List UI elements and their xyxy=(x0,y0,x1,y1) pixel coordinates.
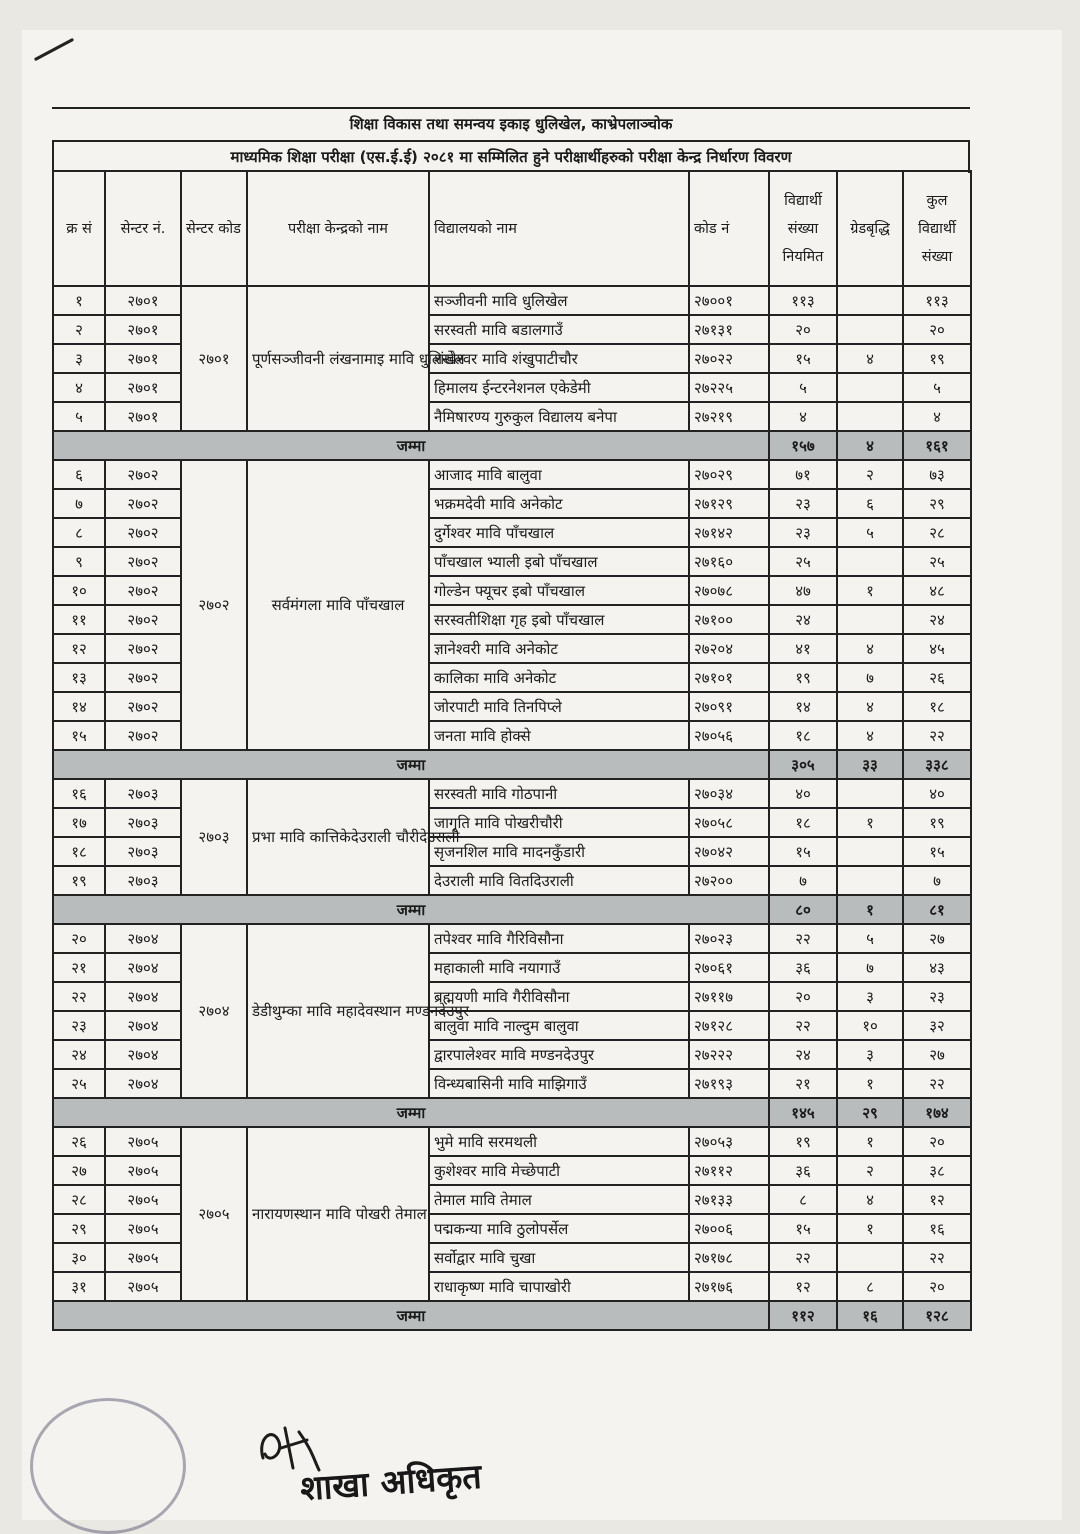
center-name-cell: डेडीथुम्का मावि महादेवस्थान मण्डनदेउपुर xyxy=(247,924,429,1098)
school-code-cell: २७०५८ xyxy=(689,808,769,837)
serial-number-cell: १९ xyxy=(53,866,105,895)
serial-number-cell: ११ xyxy=(53,605,105,634)
total-count-cell: २७ xyxy=(903,924,971,953)
center-number-cell: २७०३ xyxy=(105,866,181,895)
school-name-cell: कालिका मावि अनेकोट xyxy=(429,663,689,692)
center-number-cell: २७०५ xyxy=(105,1214,181,1243)
school-name-cell: सरस्वतीशिक्षा गृह इबो पाँचखाल xyxy=(429,605,689,634)
grade-promotion-cell xyxy=(837,779,903,808)
total-count-cell: ४८ xyxy=(903,576,971,605)
grade-promotion-cell: १ xyxy=(837,1214,903,1243)
center-number-cell: २७०५ xyxy=(105,1156,181,1185)
regular-count-cell: २४ xyxy=(769,1040,837,1069)
grade-promotion-cell: ४ xyxy=(837,721,903,750)
center-name-cell: नारायणस्थान मावि पोखरी तेमाल xyxy=(247,1127,429,1301)
grade-promotion-cell: १० xyxy=(837,1011,903,1040)
school-code-cell: २७१९३ xyxy=(689,1069,769,1098)
school-code-cell: २७०३४ xyxy=(689,779,769,808)
regular-count-cell: २२ xyxy=(769,1011,837,1040)
school-code-cell: २७२२५ xyxy=(689,373,769,402)
group-total-row xyxy=(53,895,971,924)
total-count-cell: ४० xyxy=(903,779,971,808)
school-name-cell: ज्ञानेश्वरी मावि अनेकोट xyxy=(429,634,689,663)
school-name-cell: सञ्जीवनी मावि धुलिखेल xyxy=(429,286,689,315)
school-code-cell: २७०७८ xyxy=(689,576,769,605)
serial-number-cell: ३१ xyxy=(53,1272,105,1301)
school-name-cell: नैमिषारण्य गुरुकुल विद्यालय बनेपा xyxy=(429,402,689,431)
total-count-cell: १५ xyxy=(903,837,971,866)
center-number-cell: २७०२ xyxy=(105,663,181,692)
school-code-cell: २७०९१ xyxy=(689,692,769,721)
school-code-cell: २७२०४ xyxy=(689,634,769,663)
serial-number-cell: १४ xyxy=(53,692,105,721)
col-header-center-code: सेन्टर कोड xyxy=(181,171,247,286)
center-number-cell: २७०२ xyxy=(105,576,181,605)
table-body xyxy=(53,286,971,1330)
total-regular-cell: १५७ xyxy=(769,431,837,460)
school-code-cell: २७१७८ xyxy=(689,1243,769,1272)
school-code-cell: २७११२ xyxy=(689,1156,769,1185)
center-number-cell: २७०४ xyxy=(105,1011,181,1040)
total-grade-promotion-cell: ४ xyxy=(837,431,903,460)
center-number-cell: २७०२ xyxy=(105,692,181,721)
center-number-cell: २७०४ xyxy=(105,1040,181,1069)
grade-promotion-cell: ८ xyxy=(837,1272,903,1301)
grade-promotion-cell: ३ xyxy=(837,982,903,1011)
center-number-cell: २७०३ xyxy=(105,837,181,866)
center-number-cell: २७०४ xyxy=(105,982,181,1011)
total-label: जम्मा xyxy=(53,1301,769,1330)
serial-number-cell: २८ xyxy=(53,1185,105,1214)
total-count-cell: १९ xyxy=(903,808,971,837)
school-code-cell: २७००६ xyxy=(689,1214,769,1243)
school-code-cell: २७२२२ xyxy=(689,1040,769,1069)
center-number-cell: २७०५ xyxy=(105,1272,181,1301)
school-name-cell: महाकाली मावि नयागाउँ xyxy=(429,953,689,982)
regular-count-cell: ५ xyxy=(769,373,837,402)
school-code-cell: २७१३३ xyxy=(689,1185,769,1214)
col-header-code-no: कोड नं xyxy=(689,171,769,286)
grade-promotion-cell xyxy=(837,837,903,866)
school-name-cell: सृजनशिल मावि मादनकुँडारी xyxy=(429,837,689,866)
center-number-cell: २७०२ xyxy=(105,634,181,663)
regular-count-cell: ११३ xyxy=(769,286,837,315)
col-header-total: कुल विद्यार्थी संख्या xyxy=(903,171,971,286)
serial-number-cell: १३ xyxy=(53,663,105,692)
total-count-cell: २५ xyxy=(903,547,971,576)
center-code-cell: २७०५ xyxy=(181,1127,247,1301)
school-code-cell: २७१७६ xyxy=(689,1272,769,1301)
total-grade-promotion-cell: १६ xyxy=(837,1301,903,1330)
grade-promotion-cell xyxy=(837,402,903,431)
grade-promotion-cell xyxy=(837,286,903,315)
total-label: जम्मा xyxy=(53,895,769,924)
group-total-row xyxy=(53,1098,971,1127)
regular-count-cell: ४ xyxy=(769,402,837,431)
col-header-school-name: विद्यालयको नाम xyxy=(429,171,689,286)
school-code-cell: २७०६१ xyxy=(689,953,769,982)
signatory-title: शाखा अधिकृत xyxy=(298,1456,483,1510)
school-code-cell: २७०५३ xyxy=(689,1127,769,1156)
school-code-cell: २७००१ xyxy=(689,286,769,315)
center-code-cell: २७०१ xyxy=(181,286,247,431)
school-name-cell: आजाद मावि बालुवा xyxy=(429,460,689,489)
total-regular-cell: १४५ xyxy=(769,1098,837,1127)
center-number-cell: २७०२ xyxy=(105,605,181,634)
school-code-cell: २७१२९ xyxy=(689,489,769,518)
total-count-cell: २४ xyxy=(903,605,971,634)
total-students-cell: ३३८ xyxy=(903,750,971,779)
school-name-cell: सर्वोद्वार मावि चुखा xyxy=(429,1243,689,1272)
total-count-cell: ७ xyxy=(903,866,971,895)
center-number-cell: २७०३ xyxy=(105,808,181,837)
col-header-center-name: परीक्षा केन्द्रको नाम xyxy=(247,171,429,286)
school-name-cell: द्वारपालेश्वर मावि मण्डनदेउपुर xyxy=(429,1040,689,1069)
serial-number-cell: १० xyxy=(53,576,105,605)
total-regular-cell: ३०५ xyxy=(769,750,837,779)
school-code-cell: २७१०० xyxy=(689,605,769,634)
regular-count-cell: ७१ xyxy=(769,460,837,489)
regular-count-cell: २१ xyxy=(769,1069,837,1098)
center-number-cell: २७०१ xyxy=(105,344,181,373)
serial-number-cell: १६ xyxy=(53,779,105,808)
school-name-cell: भक्रमदेवी मावि अनेकोट xyxy=(429,489,689,518)
office-stamp xyxy=(30,1398,186,1534)
grade-promotion-cell xyxy=(837,605,903,634)
school-name-cell: शंखेश्वर मावि शंखुपाटीचौर xyxy=(429,344,689,373)
school-code-cell: २७१४२ xyxy=(689,518,769,547)
regular-count-cell: २३ xyxy=(769,518,837,547)
school-code-cell: २७१२८ xyxy=(689,1011,769,1040)
grade-promotion-cell xyxy=(837,547,903,576)
total-label: जम्मा xyxy=(53,1098,769,1127)
center-number-cell: २७०२ xyxy=(105,489,181,518)
total-count-cell: १२ xyxy=(903,1185,971,1214)
total-count-cell: २० xyxy=(903,315,971,344)
table-row xyxy=(53,286,971,315)
grade-promotion-cell: १ xyxy=(837,1127,903,1156)
center-number-cell: २७०१ xyxy=(105,315,181,344)
col-header-grade-promotion: ग्रेडबृद्धि xyxy=(837,171,903,286)
table-row xyxy=(53,779,971,808)
regular-count-cell: ३६ xyxy=(769,1156,837,1185)
school-name-cell: जोरपाटी मावि तिनपिप्ले xyxy=(429,692,689,721)
school-name-cell: बालुवा मावि नाल्दुम बालुवा xyxy=(429,1011,689,1040)
school-code-cell: २७२१९ xyxy=(689,402,769,431)
table-row xyxy=(53,924,971,953)
total-count-cell: २३ xyxy=(903,982,971,1011)
center-name-cell: सर्वमंगला मावि पाँचखाल xyxy=(247,460,429,750)
grade-promotion-cell: ४ xyxy=(837,692,903,721)
serial-number-cell: २ xyxy=(53,315,105,344)
grade-promotion-cell: ४ xyxy=(837,634,903,663)
total-grade-promotion-cell: ३३ xyxy=(837,750,903,779)
document-subtitle: माध्यमिक शिक्षा परीक्षा (एस.ई.ई) २०८१ मा सम्मिलित हुने परीक्षार्थीहरुको परीक्षा केन्द्र निर्धारण विवरण xyxy=(52,140,970,173)
col-header-center-no: सेन्टर नं. xyxy=(105,171,181,286)
school-name-cell: दुर्गेश्वर मावि पाँचखाल xyxy=(429,518,689,547)
regular-count-cell: १५ xyxy=(769,837,837,866)
grade-promotion-cell: १ xyxy=(837,1069,903,1098)
school-name-cell: विन्ध्यबासिनी मावि माझिगाउँ xyxy=(429,1069,689,1098)
school-name-cell: जनता मावि होक्से xyxy=(429,721,689,750)
regular-count-cell: ८ xyxy=(769,1185,837,1214)
serial-number-cell: ८ xyxy=(53,518,105,547)
regular-count-cell: २४ xyxy=(769,605,837,634)
school-name-cell: भुमे मावि सरमथली xyxy=(429,1127,689,1156)
regular-count-cell: १९ xyxy=(769,1127,837,1156)
school-name-cell: सरस्वती मावि बडालगाउँ xyxy=(429,315,689,344)
table-header-row xyxy=(53,171,971,286)
regular-count-cell: २५ xyxy=(769,547,837,576)
exam-center-table xyxy=(52,170,972,1331)
grade-promotion-cell: ६ xyxy=(837,489,903,518)
total-count-cell: ५ xyxy=(903,373,971,402)
center-name-cell: प्रभा मावि कात्तिकेदेउराली चौरीदेउराली xyxy=(247,779,429,895)
regular-count-cell: ४१ xyxy=(769,634,837,663)
center-number-cell: २७०१ xyxy=(105,286,181,315)
total-regular-cell: ८० xyxy=(769,895,837,924)
regular-count-cell: २० xyxy=(769,315,837,344)
total-count-cell: २२ xyxy=(903,721,971,750)
center-number-cell: २७०२ xyxy=(105,721,181,750)
grade-promotion-cell: १ xyxy=(837,576,903,605)
school-code-cell: २७०२२ xyxy=(689,344,769,373)
serial-number-cell: १ xyxy=(53,286,105,315)
regular-count-cell: १८ xyxy=(769,808,837,837)
center-code-cell: २७०४ xyxy=(181,924,247,1098)
school-name-cell: देउराली मावि वितदिउराली xyxy=(429,866,689,895)
regular-count-cell: २० xyxy=(769,982,837,1011)
total-count-cell: ७३ xyxy=(903,460,971,489)
total-count-cell: ११३ xyxy=(903,286,971,315)
regular-count-cell: २३ xyxy=(769,489,837,518)
group-total-row xyxy=(53,750,971,779)
table-row xyxy=(53,1127,971,1156)
table-row xyxy=(53,460,971,489)
serial-number-cell: २० xyxy=(53,924,105,953)
grade-promotion-cell: ३ xyxy=(837,1040,903,1069)
regular-count-cell: १४ xyxy=(769,692,837,721)
total-grade-promotion-cell: १ xyxy=(837,895,903,924)
total-count-cell: ३२ xyxy=(903,1011,971,1040)
grade-promotion-cell xyxy=(837,866,903,895)
school-code-cell: २७२०० xyxy=(689,866,769,895)
school-code-cell: २७०२३ xyxy=(689,924,769,953)
school-name-cell: तपेश्वर मावि गैरिविसौना xyxy=(429,924,689,953)
col-header-sn: क्र सं xyxy=(53,171,105,286)
serial-number-cell: ७ xyxy=(53,489,105,518)
total-count-cell: ४ xyxy=(903,402,971,431)
grade-promotion-cell xyxy=(837,373,903,402)
serial-number-cell: १७ xyxy=(53,808,105,837)
school-name-cell: तेमाल मावि तेमाल xyxy=(429,1185,689,1214)
school-name-cell: राधाकृष्ण मावि चापाखोरी xyxy=(429,1272,689,1301)
total-label: जम्मा xyxy=(53,750,769,779)
total-count-cell: २० xyxy=(903,1272,971,1301)
regular-count-cell: ४७ xyxy=(769,576,837,605)
serial-number-cell: ४ xyxy=(53,373,105,402)
total-students-cell: ८१ xyxy=(903,895,971,924)
center-number-cell: २७०५ xyxy=(105,1185,181,1214)
regular-count-cell: ३६ xyxy=(769,953,837,982)
serial-number-cell: २३ xyxy=(53,1011,105,1040)
total-count-cell: ४३ xyxy=(903,953,971,982)
center-number-cell: २७०३ xyxy=(105,779,181,808)
serial-number-cell: १८ xyxy=(53,837,105,866)
total-count-cell: १९ xyxy=(903,344,971,373)
school-code-cell: २७०४२ xyxy=(689,837,769,866)
regular-count-cell: ७ xyxy=(769,866,837,895)
serial-number-cell: २६ xyxy=(53,1127,105,1156)
regular-count-cell: १५ xyxy=(769,344,837,373)
serial-number-cell: २१ xyxy=(53,953,105,982)
serial-number-cell: ३ xyxy=(53,344,105,373)
total-count-cell: २९ xyxy=(903,489,971,518)
total-count-cell: १८ xyxy=(903,692,971,721)
school-code-cell: २७१३१ xyxy=(689,315,769,344)
regular-count-cell: १८ xyxy=(769,721,837,750)
serial-number-cell: २७ xyxy=(53,1156,105,1185)
total-students-cell: १७४ xyxy=(903,1098,971,1127)
grade-promotion-cell: ४ xyxy=(837,344,903,373)
serial-number-cell: ९ xyxy=(53,547,105,576)
total-count-cell: ३८ xyxy=(903,1156,971,1185)
regular-count-cell: १९ xyxy=(769,663,837,692)
serial-number-cell: २२ xyxy=(53,982,105,1011)
grade-promotion-cell xyxy=(837,1243,903,1272)
document-header xyxy=(52,107,970,173)
total-count-cell: ४५ xyxy=(903,634,971,663)
school-name-cell: हिमालय ईन्टरनेशनल एकेडेमी xyxy=(429,373,689,402)
regular-count-cell: ४० xyxy=(769,779,837,808)
center-name-cell: पूर्णसञ्जीवनी लंखनामाइ मावि धुलिखेल xyxy=(247,286,429,431)
center-number-cell: २७०५ xyxy=(105,1127,181,1156)
total-students-cell: १६१ xyxy=(903,431,971,460)
regular-count-cell: १५ xyxy=(769,1214,837,1243)
serial-number-cell: १२ xyxy=(53,634,105,663)
group-total-row xyxy=(53,1301,971,1330)
grade-promotion-cell: ५ xyxy=(837,518,903,547)
grade-promotion-cell: ५ xyxy=(837,924,903,953)
center-number-cell: २७०५ xyxy=(105,1243,181,1272)
serial-number-cell: १५ xyxy=(53,721,105,750)
center-number-cell: २७०२ xyxy=(105,460,181,489)
total-count-cell: २२ xyxy=(903,1069,971,1098)
grade-promotion-cell: २ xyxy=(837,460,903,489)
regular-count-cell: २२ xyxy=(769,924,837,953)
center-code-cell: २७०३ xyxy=(181,779,247,895)
serial-number-cell: ६ xyxy=(53,460,105,489)
school-name-cell: ब्रह्मयणी मावि गैरीविसौना xyxy=(429,982,689,1011)
grade-promotion-cell: २ xyxy=(837,1156,903,1185)
center-number-cell: २७०४ xyxy=(105,1069,181,1098)
group-total-row xyxy=(53,431,971,460)
total-grade-promotion-cell: २९ xyxy=(837,1098,903,1127)
school-code-cell: २७१६० xyxy=(689,547,769,576)
center-number-cell: २७०४ xyxy=(105,924,181,953)
school-name-cell: गोल्डेन फ्यूचर इबो पाँचखाल xyxy=(429,576,689,605)
total-label: जम्मा xyxy=(53,431,769,460)
school-code-cell: २७११७ xyxy=(689,982,769,1011)
grade-promotion-cell: १ xyxy=(837,808,903,837)
grade-promotion-cell xyxy=(837,315,903,344)
serial-number-cell: ५ xyxy=(53,402,105,431)
regular-count-cell: २२ xyxy=(769,1243,837,1272)
center-number-cell: २७०१ xyxy=(105,402,181,431)
serial-number-cell: २५ xyxy=(53,1069,105,1098)
regular-count-cell: १२ xyxy=(769,1272,837,1301)
serial-number-cell: २४ xyxy=(53,1040,105,1069)
total-count-cell: २६ xyxy=(903,663,971,692)
total-count-cell: १६ xyxy=(903,1214,971,1243)
school-name-cell: पद्मकन्या मावि ठुलोपर्सेल xyxy=(429,1214,689,1243)
total-count-cell: २० xyxy=(903,1127,971,1156)
total-count-cell: २८ xyxy=(903,518,971,547)
total-students-cell: १२८ xyxy=(903,1301,971,1330)
center-number-cell: २७०२ xyxy=(105,547,181,576)
grade-promotion-cell: ७ xyxy=(837,953,903,982)
grade-promotion-cell: ७ xyxy=(837,663,903,692)
total-count-cell: २७ xyxy=(903,1040,971,1069)
total-count-cell: २२ xyxy=(903,1243,971,1272)
office-title: शिक्षा विकास तथा समन्वय इकाइ धुलिखेल, काभ्रेपलाञ्चोक xyxy=(52,107,970,140)
school-code-cell: २७०५६ xyxy=(689,721,769,750)
school-code-cell: २७०२९ xyxy=(689,460,769,489)
col-header-regular: विद्यार्थी संख्या नियमित xyxy=(769,171,837,286)
school-code-cell: २७१०१ xyxy=(689,663,769,692)
center-number-cell: २७०१ xyxy=(105,373,181,402)
center-number-cell: २७०२ xyxy=(105,518,181,547)
serial-number-cell: २९ xyxy=(53,1214,105,1243)
grade-promotion-cell: ४ xyxy=(837,1185,903,1214)
school-name-cell: कुशेश्वर मावि मेच्छेपाटी xyxy=(429,1156,689,1185)
center-number-cell: २७०४ xyxy=(105,953,181,982)
serial-number-cell: ३० xyxy=(53,1243,105,1272)
total-regular-cell: ११२ xyxy=(769,1301,837,1330)
school-name-cell: पाँचखाल भ्याली इबो पाँचखाल xyxy=(429,547,689,576)
school-name-cell: जागृति मावि पोखरीचौरी xyxy=(429,808,689,837)
center-code-cell: २७०२ xyxy=(181,460,247,750)
school-name-cell: सरस्वती मावि गोठपानी xyxy=(429,779,689,808)
